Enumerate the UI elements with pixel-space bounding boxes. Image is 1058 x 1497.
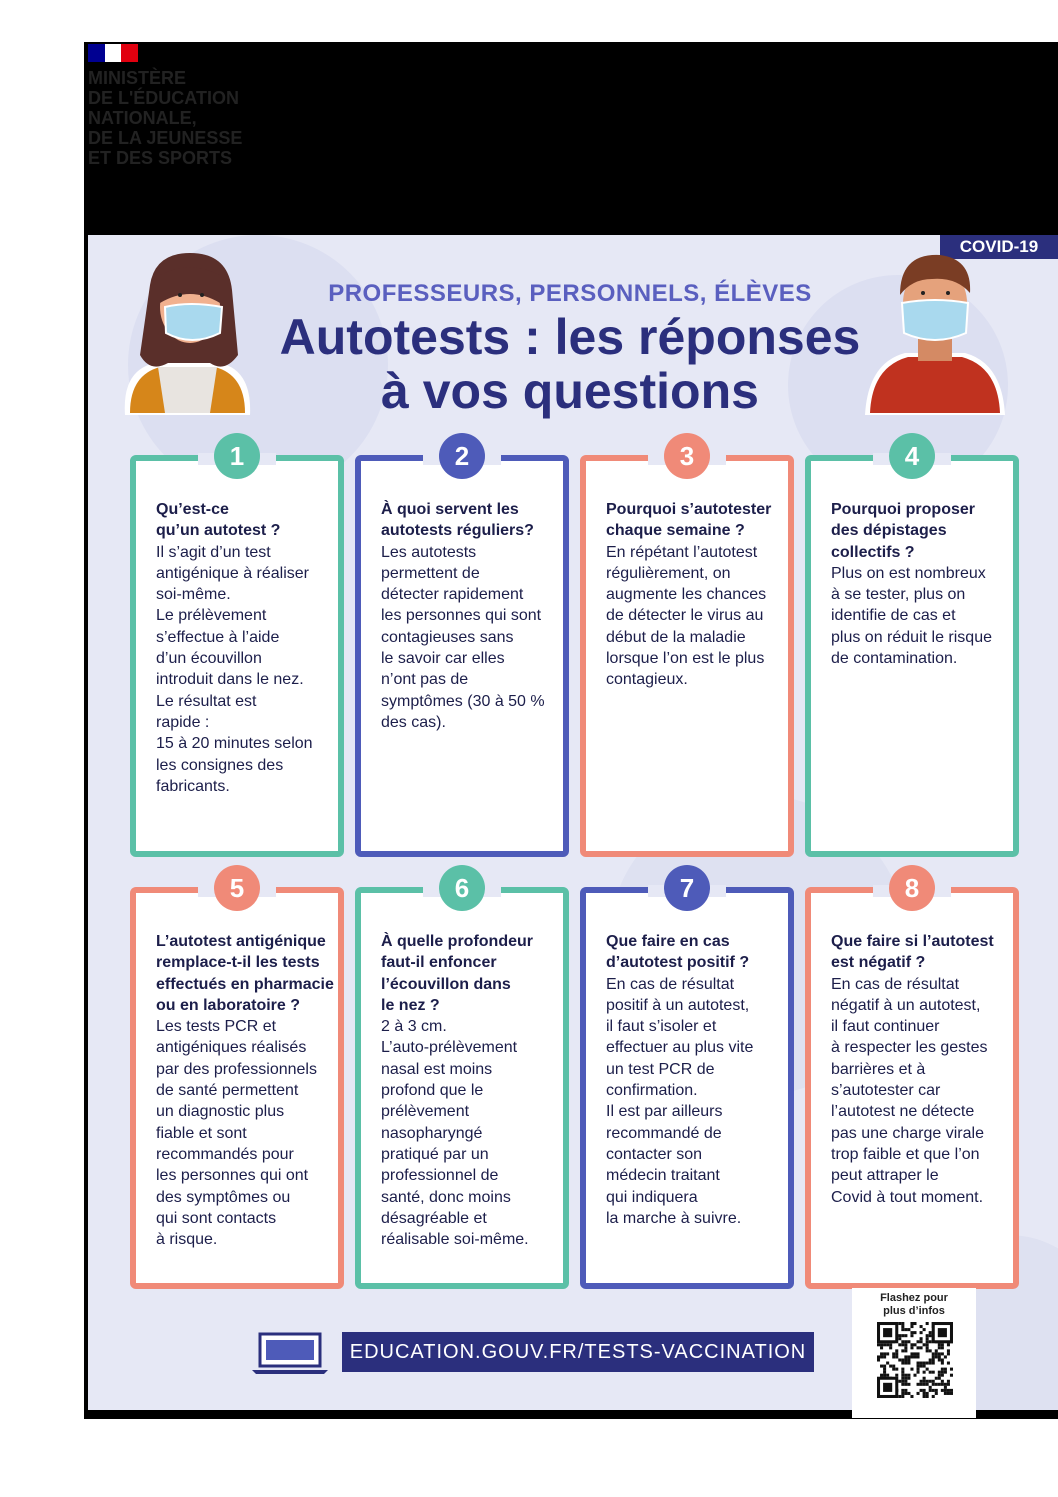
card-question-line: effectués en pharmacie (156, 975, 334, 993)
card-text (381, 499, 567, 733)
card-answer-line: désagréable et (381, 1209, 487, 1227)
card-answer-line: confirmation. (606, 1082, 698, 1100)
card-answer-line: plus on réduit le risque (831, 628, 992, 646)
card-question-line: Qu’est-ce (156, 501, 229, 518)
card-answer-line: profond que le (381, 1082, 484, 1100)
card-answer-line: des symptômes ou (156, 1188, 291, 1206)
page-title (260, 310, 880, 418)
title-line-2: à vos questions (381, 363, 759, 419)
card-question-line: chaque semaine ? (606, 522, 745, 540)
card-answer-line: recommandé de (606, 1124, 722, 1142)
card-answer-line: médecin traitant (606, 1167, 720, 1185)
card-answer-line: s’autotester car (831, 1082, 941, 1100)
card-answer-line: prélèvement (381, 1103, 470, 1121)
card-answer-line: Les autotests (381, 543, 477, 561)
card-answer-line: des cas). (381, 713, 446, 731)
man-illustration (860, 245, 1010, 420)
card-question-line: d’autotest positif ? (606, 954, 750, 972)
card-question-line: faut-il enfoncer (381, 954, 497, 972)
card-answer-line: soi-même. (156, 586, 231, 604)
card-question-line: ou en laboratoire ? (156, 996, 301, 1014)
card-answer-line: identifie de cas et (831, 607, 956, 625)
card-answer-line: la marche à suivre. (606, 1209, 742, 1227)
card-text (381, 931, 567, 1250)
card-answer-line: Il est par ailleurs (606, 1103, 723, 1121)
card-answer-line: 2 à 3 cm. (381, 1018, 447, 1036)
card-answer-line: à respecter les gestes (831, 1039, 988, 1057)
card-answer-line: pratiqué par un (381, 1145, 489, 1163)
card-question-line: des dépistages (831, 522, 947, 540)
qr-label: Flashez pour plus d’infos (880, 1292, 948, 1317)
card-question-line: Pourquoi proposer (831, 501, 975, 518)
card-answer-line: pas une charge virale (831, 1124, 984, 1142)
card-answer-line: nasal est moins (381, 1060, 493, 1078)
card-answer-line: s’effectue à l’aide (156, 628, 280, 646)
card-answer-line: antigéniques réalisés (156, 1039, 307, 1057)
card-answer-line: En cas de résultat (606, 975, 735, 993)
card-answer-line: professionnel de (381, 1167, 499, 1185)
card-answer-line: trop faible et que l’on (831, 1145, 980, 1163)
qr-code-block[interactable] (852, 1288, 976, 1418)
card-answer-line: n’ont pas de (381, 671, 469, 689)
card-answer-line: fiable et sont (156, 1124, 247, 1142)
card-question-line: autotests réguliers? (381, 522, 534, 540)
card-answer-line: il faut continuer (831, 1018, 940, 1036)
card-answer-line: fabricants. (156, 777, 230, 795)
title-line-1: Autotests : les réponses (279, 309, 861, 365)
ministry-line: MINISTÈRE (88, 68, 187, 88)
audience-subtitle: PROFESSEURS, PERSONNELS, ÉLÈVES (328, 280, 812, 307)
card-answer-line: rapide : (156, 713, 210, 731)
card-answer-line: début de la maladie (606, 628, 746, 646)
card-answer-line: il faut s’isoler et (606, 1018, 717, 1036)
card-answer-line: Le prélèvement (156, 607, 267, 625)
card-answer-line: 15 à 20 minutes selon (156, 735, 313, 753)
card-answer-line: positif à un autotest, (606, 996, 750, 1014)
card-question-line: Que faire si l’autotest (831, 933, 994, 950)
card-answer-line: par des professionnels (156, 1060, 317, 1078)
card-question-line: collectifs ? (831, 543, 915, 561)
card-answer-line: un test PCR de (606, 1060, 715, 1078)
card-answer-line: Il s’agit d’un test (156, 543, 271, 561)
republic-flag-logo (88, 44, 138, 62)
card-answer-line: contacter son (606, 1145, 703, 1163)
card-number-badge: 1 (214, 433, 260, 479)
card-answer-line: Covid à tout moment. (831, 1188, 984, 1206)
card-answer-line: Les tests PCR et (156, 1018, 277, 1036)
card-answer-line: qui indiquera (606, 1188, 698, 1206)
card-question-line: À quelle profondeur (381, 933, 533, 950)
card-answer-line: En répétant l’autotest (606, 543, 758, 561)
card-question-line: Pourquoi s’autotester (606, 501, 772, 518)
card-answer-line: effectuer au plus vite (606, 1039, 754, 1057)
card-answer-line: de détecter le virus au (606, 607, 764, 625)
card-answer-line: l’autotest ne détecte (831, 1103, 975, 1121)
ministry-line: DE L'ÉDUCATION (88, 88, 239, 108)
card-answer-line: symptômes (30 à 50 % (381, 692, 545, 710)
card-answer-line: les consignes des (156, 756, 284, 774)
card-answer-line: détecter rapidement (381, 586, 524, 604)
card-question-line: le nez ? (381, 996, 440, 1014)
card-answer-line: santé, donc moins (381, 1188, 511, 1206)
covid-tag: COVID-19 (940, 235, 1058, 259)
card-question-line: À quoi servent les (381, 501, 519, 518)
card-answer-line: d’un écouvillon (156, 650, 262, 668)
card-text (831, 499, 1017, 669)
card-answer-line: introduit dans le nez. (156, 671, 304, 689)
card-question-line: Que faire en cas (606, 933, 730, 950)
card-answer-line: lorsque l’on est le plus (606, 650, 765, 668)
card-text (156, 931, 342, 1250)
card-answer-line: à risque. (156, 1231, 218, 1249)
card-answer-line: contagieuses sans (381, 628, 514, 646)
card-answer-line: régulièrement, on (606, 564, 731, 582)
card-question-line: est négatif ? (831, 954, 926, 972)
card-answer-line: peut attraper le (831, 1167, 939, 1185)
card-number-badge: 5 (214, 865, 260, 911)
card-number-badge: 2 (439, 433, 485, 479)
card-answer-line: le savoir car elles (381, 650, 505, 668)
card-answer-line: nasopharyngé (381, 1124, 483, 1142)
ministry-line: ET DES SPORTS (88, 148, 233, 168)
card-number-badge: 7 (664, 865, 710, 911)
card-text (606, 499, 792, 691)
card-question-line: remplace-t-il les tests (156, 954, 320, 972)
card-number-badge: 6 (439, 865, 485, 911)
laptop-icon (250, 1332, 330, 1374)
card-answer-line: contagieux. (606, 671, 688, 689)
card-number-badge: 8 (889, 865, 935, 911)
woman-illustration (110, 245, 265, 420)
card-question-line: L’autotest antigénique (156, 933, 326, 950)
card-answer-line: antigénique à réaliser (156, 564, 309, 582)
card-number-badge: 3 (664, 433, 710, 479)
card-answer-line: barrières et à (831, 1060, 926, 1078)
card-answer-line: de contamination. (831, 650, 958, 668)
card-text (831, 931, 1017, 1208)
card-answer-line: à se tester, plus on (831, 586, 966, 604)
card-answer-line: permettent de (381, 564, 480, 582)
card-answer-line: augmente les chances (606, 586, 767, 604)
card-number-badge: 4 (889, 433, 935, 479)
qr-code-icon (877, 1322, 953, 1398)
card-text (606, 931, 792, 1229)
card-answer-line: un diagnostic plus (156, 1103, 285, 1121)
card-answer-line: négatif à un autotest, (831, 996, 981, 1014)
ministry-line: NATIONALE, (88, 108, 197, 128)
ministry-logo-text (88, 68, 288, 168)
card-answer-line: de santé permettent (156, 1082, 299, 1100)
card-answer-line: les personnes qui sont (381, 607, 542, 625)
card-question-line: l’écouvillon dans (381, 975, 511, 993)
card-answer-line: En cas de résultat (831, 975, 960, 993)
card-answer-line: Le résultat est (156, 692, 257, 710)
card-answer-line: Plus on est nombreux (831, 564, 986, 582)
card-answer-line: les personnes qui ont (156, 1167, 309, 1185)
ministry-line: DE LA JEUNESSE (88, 128, 243, 148)
card-answer-line: L’auto-prélèvement (381, 1039, 518, 1057)
card-answer-line: qui sont contacts (156, 1209, 277, 1227)
card-text (156, 499, 342, 797)
card-answer-line: réalisable soi-même. (381, 1231, 529, 1249)
website-url[interactable]: EDUCATION.GOUV.FR/TESTS-VACCINATION (342, 1332, 814, 1372)
card-answer-line: recommandés pour (156, 1145, 294, 1163)
card-question-line: qu’un autotest ? (156, 522, 281, 540)
